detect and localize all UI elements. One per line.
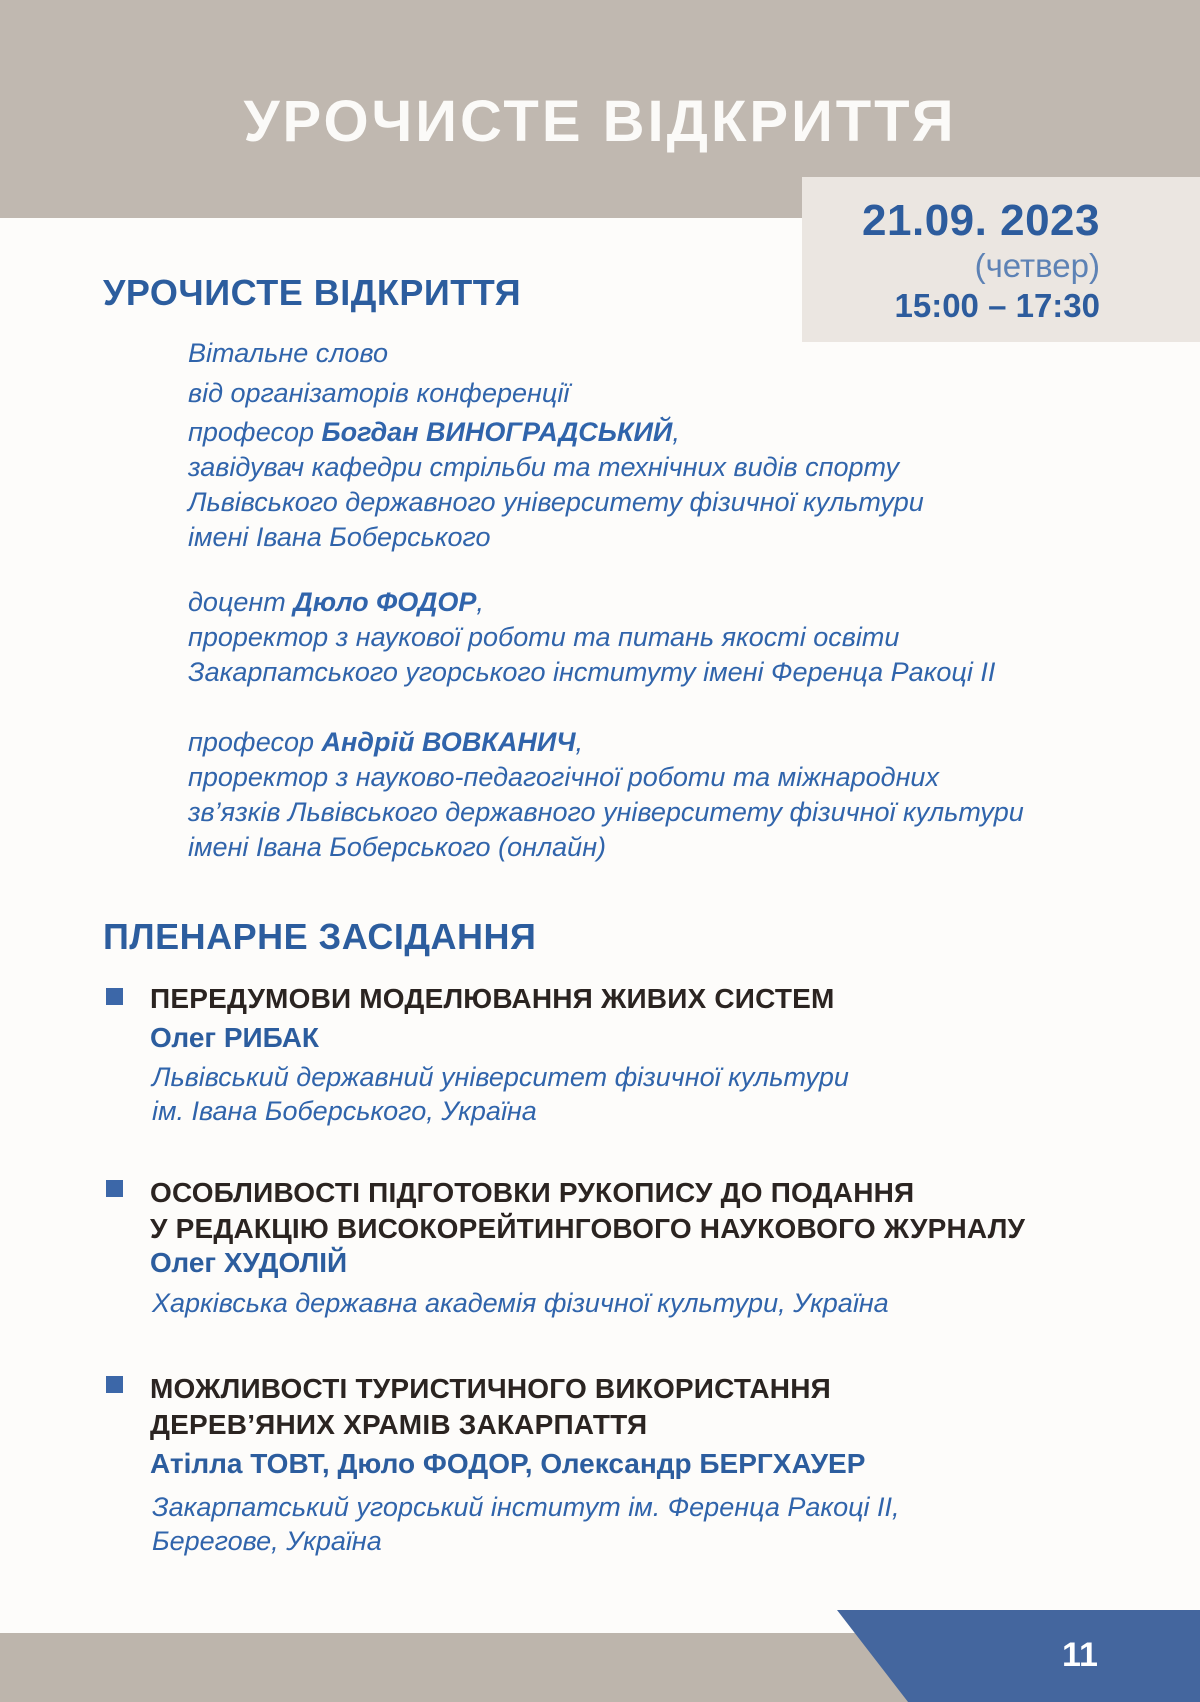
- talk-authors: Олег РИБАК: [150, 1022, 320, 1053]
- talk-affiliation: [152, 1286, 889, 1320]
- talk-title: [150, 1371, 831, 1443]
- talk-title-line: ОСОБЛИВОСТІ ПІДГОТОВКИ РУКОПИСУ ДО ПОДАННЯ: [150, 1177, 915, 1208]
- speaker-role: професор: [188, 727, 322, 757]
- speaker-suffix: ,: [476, 587, 484, 617]
- speaker-role: доцент: [188, 587, 294, 617]
- talk-affiliation: [152, 1060, 849, 1128]
- intro-line: Вітальне слово: [188, 338, 388, 368]
- speaker-name: Богдан ВИНОГРАДСЬКИЙ: [321, 417, 673, 447]
- talk-title-line: У РЕДАКЦІЮ ВИСОКОРЕЙТИНГОВОГО НАУКОВОГО ЖУРНАЛУ: [150, 1213, 1026, 1244]
- talk-affiliation: [152, 1490, 900, 1558]
- speaker-name-line: [188, 585, 995, 620]
- speaker-description-line: імені Івана Боберського (онлайн): [188, 832, 607, 862]
- speaker-description-line: проректор з наукової роботи та питань якості освіти: [188, 622, 900, 652]
- date-box: [802, 177, 1200, 342]
- talk-title-line: ДЕРЕВ’ЯНИХ ХРАМІВ ЗАКАРПАТТЯ: [150, 1409, 648, 1440]
- speaker-description-line: зв’язків Львівського державного університету фізичної культури: [188, 797, 1024, 827]
- speaker-name-line: [188, 725, 1024, 760]
- bullet-square-icon: [106, 988, 123, 1005]
- speaker-description-line: імені Івана Боберського: [188, 522, 491, 552]
- speaker-description-line: завідувач кафедри стрільби та технічних видів спорту: [188, 452, 899, 482]
- talk-title-line: МОЖЛИВОСТІ ТУРИСТИЧНОГО ВИКОРИСТАННЯ: [150, 1373, 831, 1404]
- affiliation-line: Берегове, Україна: [152, 1526, 382, 1556]
- speaker-suffix: ,: [672, 417, 680, 447]
- opening-heading: УРОЧИСТЕ ВІДКРИТТЯ: [103, 272, 522, 313]
- speaker-name: Дюло ФОДОР: [293, 587, 477, 617]
- speaker-name-line: [188, 415, 924, 450]
- speaker-block-vovkanych: [188, 725, 1024, 865]
- speaker-description-line: Львівського державного університету фізичної культури: [188, 487, 924, 517]
- bullet-square-icon: [106, 1376, 123, 1393]
- opening-intro: [188, 333, 569, 413]
- speaker-description-line: проректор з науково-педагогічної роботи та міжнародних: [188, 762, 939, 792]
- session-date: 21.09. 2023: [862, 196, 1100, 245]
- speaker-block-fodor: [188, 585, 995, 690]
- plenary-heading: ПЛЕНАРНЕ ЗАСІДАННЯ: [103, 916, 537, 957]
- talk-title: [150, 1175, 1025, 1247]
- intro-line: від організаторів конференції: [188, 378, 570, 408]
- talk-authors: Олег ХУДОЛІЙ: [150, 1247, 348, 1278]
- session-time: 15:00 – 17:30: [894, 287, 1100, 324]
- affiliation-line: Львівський державний університет фізичної культури: [152, 1062, 849, 1092]
- bullet-square-icon: [106, 1180, 123, 1197]
- speaker-name: Андрій ВОВКАНИЧ: [321, 727, 576, 757]
- speaker-role: професор: [188, 417, 322, 447]
- banner-title: УРОЧИСТЕ ВІДКРИТТЯ: [243, 89, 957, 154]
- affiliation-line: Закарпатський угорський інститут ім. Ференца Ракоці II,: [152, 1492, 900, 1522]
- affiliation-line: Харківська державна академія фізичної культури, Україна: [152, 1288, 889, 1318]
- talk-title-line: ПЕРЕДУМОВИ МОДЕЛЮВАННЯ ЖИВИХ СИСТЕМ: [150, 983, 835, 1014]
- speaker-block-vynogradskyi: [188, 415, 924, 555]
- affiliation-line: ім. Івана Боберського, Україна: [152, 1096, 537, 1126]
- talk-authors: Атілла ТОВТ, Дюло ФОДОР, Олександр БЕРГХАУЕР: [150, 1448, 866, 1479]
- page-number: 11: [1062, 1636, 1098, 1674]
- speaker-suffix: ,: [575, 727, 583, 757]
- talk-title: [150, 981, 835, 1017]
- session-weekday: (четвер): [974, 247, 1100, 284]
- speaker-description-line: Закарпатського угорського інституту імені Ференца Ракоці II: [188, 657, 996, 687]
